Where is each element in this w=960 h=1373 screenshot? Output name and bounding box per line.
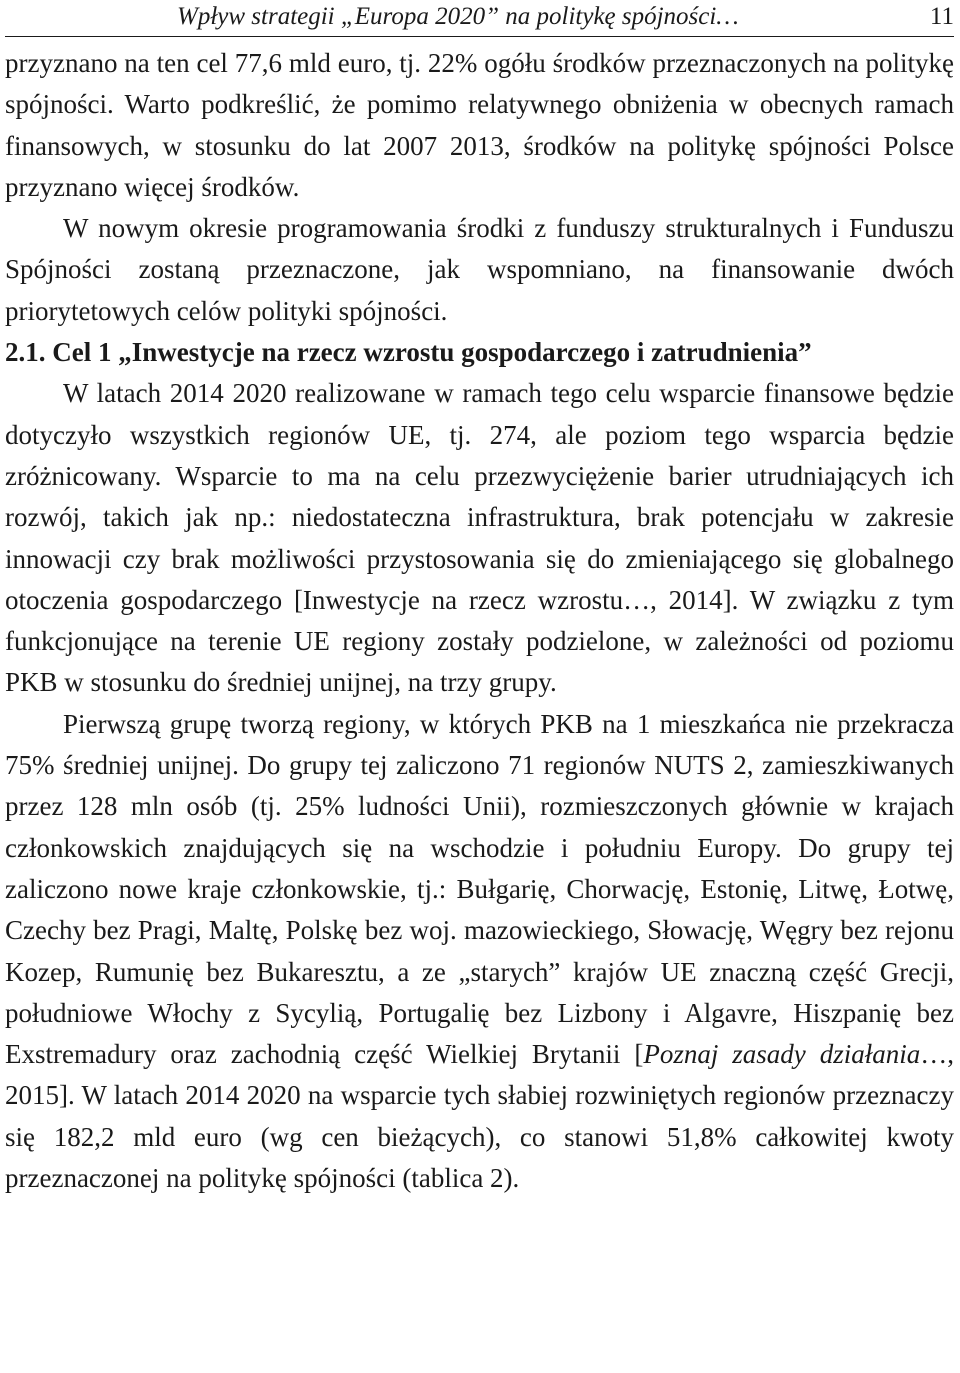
running-title: Wpływ strategii „Europa 2020” na politykę spójności… xyxy=(177,3,739,30)
body-text xyxy=(5,43,954,1199)
paragraph-2: W nowym okresie programowania środki z funduszy strukturalnych i Funduszu Spójności zostaną przeznaczone, jak wspomniano, na finansowanie dwóch priorytetowych celów polityki spójności. xyxy=(5,213,954,326)
document-page xyxy=(5,0,954,1199)
paragraph-4-text-b: …, 2015]. W latach 2014 2020 na wsparcie tych słabiej rozwiniętych regionów przeznaczy się 182,2 mld euro (wg cen bieżących), co stanowi 51,8% całkowitej kwoty przeznaczonej na politykę spójności (tablica 2). xyxy=(5,1039,954,1194)
page-number: 11 xyxy=(929,3,954,30)
running-header xyxy=(5,0,954,37)
paragraph-3: W latach 2014 2020 realizowane w ramach tego celu wsparcie finansowe będzie dotyczyło wszystkich regionów UE, tj. 274, ale poziom tego wsparcia będzie zróżnicowany. Wsparcie to ma na celu przezwyciężenie barier utrudniających ich rozwój, takich jak np.: niedostateczna infrastruktura, brak potencjału w zakresie innowacji czy brak możliwości przystosowania się do zmieniającego się globalnego otoczenia gospodarczego [Inwestycje na rzecz wzrostu…, 2014]. W związku z tym funkcjonujące na terenie UE regiony zostały podzielone, w zależności od poziomu PKB w stosunku do średniej unijnej, na trzy grupy. xyxy=(5,378,954,698)
paragraph-1: przyznano na ten cel 77,6 mld euro, tj. 22% ogółu środków przeznaczonych na politykę spójności. Warto podkreślić, że pomimo relatywnego obniżenia w obecnych ramach finansowych, w stosunku do lat 2007 2013, środków na politykę spójności Polsce przyznano więcej środków. xyxy=(5,48,954,202)
section-heading: 2.1. Cel 1 „Inwestycje na rzecz wzrostu gospodarczego i zatrudnienia” xyxy=(5,337,812,368)
citation-title: Poznaj zasady działania xyxy=(643,1039,921,1070)
paragraph-4 xyxy=(5,704,954,1200)
paragraph-4-text-a: Pierwszą grupę tworzą regiony, w których PKB na 1 mieszkańca nie przekracza 75% średniej unijnej. Do grupy tej zaliczono 71 regionów NUTS 2, zamieszkiwanych przez 128 mln osób (tj. 25% ludności Unii), rozmieszczonych głównie w krajach członkowskich znajdujących się na wschodzie i południu Europy. Do grupy tej zaliczono nowe kraje członkowskie, tj.: Bułgarię, Chorwację, Estonię, Litwę, Łotwę, Czechy bez Pragi, Maltę, Polskę bez woj. mazowieckiego, Słowację, Węgry bez rejonu Kozep, Rumunię bez Bukaresztu, a ze „starych” krajów UE znaczną część Grecji, południowe Włochy z Sycylią, Portugalię bez Lizbony i Algavre, Hiszpanię bez Exstremadury oraz zachodnią część Wielkiej Brytanii [ xyxy=(5,708,954,1070)
